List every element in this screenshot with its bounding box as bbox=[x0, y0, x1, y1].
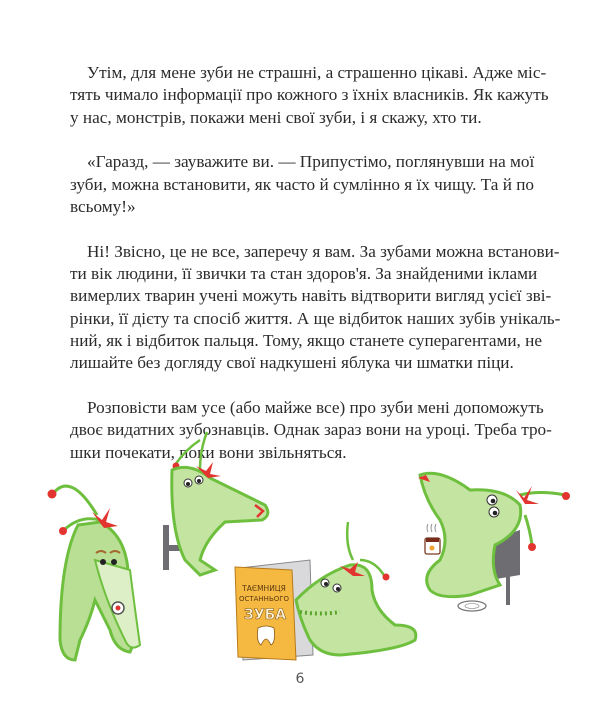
monsters-illustration bbox=[0, 430, 600, 680]
monster-with-cup bbox=[418, 473, 570, 611]
text-line: лишайте без догляду свої надкушені яблука чи шматки піци. bbox=[70, 353, 514, 373]
text-line: «Гаразд, — зауважите ви. — Припустімо, поглянувши на мої bbox=[87, 152, 535, 172]
text-line: тять чимало інформації про кожного з їхніх власників. Як кажуть bbox=[70, 85, 549, 105]
page-number: 6 bbox=[295, 671, 305, 687]
book-title-line-3: ЗУБА bbox=[243, 607, 287, 623]
text-line: у нас, монстрів, покажи мені свої зуби, і я скажу, хто ти. bbox=[70, 107, 482, 127]
text-line: шки почекати, поки вони звільняться. bbox=[70, 442, 347, 462]
text-line: Ні! Звісно, це не все, заперечу я вам. За зубами можна встанови- bbox=[87, 241, 560, 261]
text-line: зуби, можна встановити, як часто й сумлінно я їх чищу. Та й по bbox=[70, 174, 534, 194]
text-line: Розповісти вам усе (або майже все) про зуби мені допоможуть bbox=[87, 398, 544, 418]
text-line: Утім, для мене зуби не страшні, а страшенно цікаві. Адже міс- bbox=[87, 63, 547, 82]
paragraph-1 bbox=[70, 62, 549, 129]
text-line: двоє видатних зубознавців. Однак зараз вони на уроці. Треба тро- bbox=[70, 420, 552, 440]
body-text bbox=[70, 62, 561, 486]
book-title-line-1: ТАЄМНИЦЯ bbox=[242, 584, 286, 593]
text-line: всьому!» bbox=[70, 196, 136, 216]
text-line: ний, як і відбиток пальця. Тому, якщо станете суперагентами, не bbox=[70, 330, 542, 350]
monster-sitting bbox=[163, 432, 268, 575]
plate-icon bbox=[458, 601, 486, 611]
text-line: рінки, її дієту та спосіб життя. А ще відбиток наших зубів унікаль- bbox=[70, 308, 561, 328]
monster-reading bbox=[296, 522, 416, 655]
book-title-line-2: ОСТАННЬОГО bbox=[238, 595, 290, 603]
paragraph-3 bbox=[70, 241, 561, 375]
paragraph-2 bbox=[70, 151, 534, 218]
monster-leaning bbox=[48, 486, 141, 660]
text-line: ти вік людини, її звички та стан здоров'я. За знайденими іклами bbox=[70, 264, 538, 284]
cup-icon bbox=[425, 524, 440, 554]
text-line: вимерлих тварин учені можуть навіть відтворити вигляд усієї зві- bbox=[70, 286, 552, 306]
